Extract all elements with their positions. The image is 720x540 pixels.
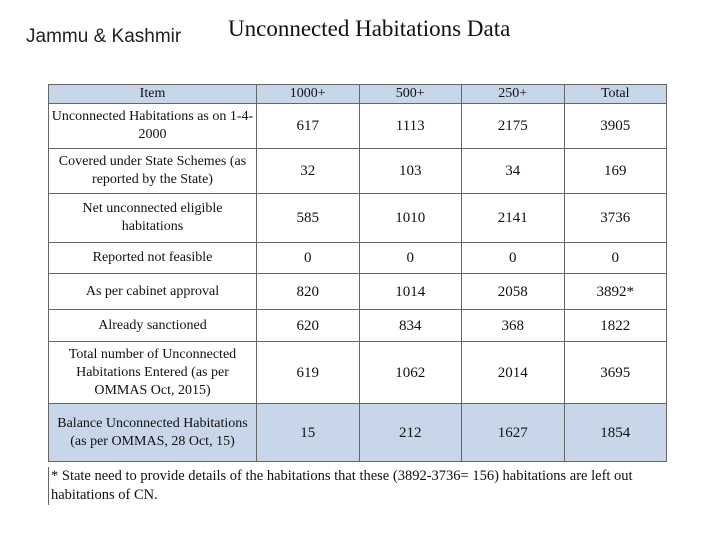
- cell-500: 1010: [359, 194, 462, 243]
- cell-total: 0: [564, 243, 667, 274]
- cell-500: 834: [359, 310, 462, 342]
- cell-250: 2141: [462, 194, 565, 243]
- table-header-row: [49, 85, 667, 104]
- cell-total: 3736: [564, 194, 667, 243]
- cell-250: 2014: [462, 342, 565, 404]
- table-row: [49, 104, 667, 149]
- column-header-1000: 1000+: [257, 85, 360, 104]
- footnote: * State need to provide details of the habitations that these (3892-3736= 156) habitations are left out habitations of CN.: [48, 467, 673, 505]
- cell-500: 1014: [359, 274, 462, 310]
- cell-1000: 15: [257, 404, 360, 462]
- state-name: Jammu & Kashmir: [26, 26, 182, 47]
- row-label: Net unconnected eligible habitations: [49, 194, 257, 243]
- cell-1000: 32: [257, 149, 360, 194]
- cell-250: 368: [462, 310, 565, 342]
- cell-total: 1854: [564, 404, 667, 462]
- cell-500: 1062: [359, 342, 462, 404]
- cell-1000: 820: [257, 274, 360, 310]
- row-label: Covered under State Schemes (as reported by the State): [49, 149, 257, 194]
- cell-total: 1822: [564, 310, 667, 342]
- row-label: Balance Unconnected Habitations (as per OMMAS, 28 Oct, 15): [49, 404, 257, 462]
- table-row: [49, 310, 667, 342]
- cell-1000: 585: [257, 194, 360, 243]
- row-label: Already sanctioned: [49, 310, 257, 342]
- table-row: [49, 274, 667, 310]
- cell-500: 0: [359, 243, 462, 274]
- column-header-500: 500+: [359, 85, 462, 104]
- cell-1000: 0: [257, 243, 360, 274]
- row-label: As per cabinet approval: [49, 274, 257, 310]
- cell-250: 2175: [462, 104, 565, 149]
- page-title: Unconnected Habitations Data: [228, 16, 511, 41]
- cell-250: 2058: [462, 274, 565, 310]
- row-label: Unconnected Habitations as on 1-4-2000: [49, 104, 257, 149]
- table-row: [49, 149, 667, 194]
- cell-500: 103: [359, 149, 462, 194]
- column-header-item: Item: [49, 85, 257, 104]
- cell-1000: 617: [257, 104, 360, 149]
- cell-250: 1627: [462, 404, 565, 462]
- table-row: [49, 194, 667, 243]
- cell-total: 3695: [564, 342, 667, 404]
- cell-total: 3892*: [564, 274, 667, 310]
- column-header-total: Total: [564, 85, 667, 104]
- habitations-table: [48, 84, 667, 462]
- row-label: Total number of Unconnected Habitations Entered (as per OMMAS Oct, 2015): [49, 342, 257, 404]
- cell-total: 169: [564, 149, 667, 194]
- cell-500: 212: [359, 404, 462, 462]
- cell-500: 1113: [359, 104, 462, 149]
- cell-1000: 620: [257, 310, 360, 342]
- table-row: [49, 342, 667, 404]
- cell-total: 3905: [564, 104, 667, 149]
- table-row-highlighted: [49, 404, 667, 462]
- cell-250: 34: [462, 149, 565, 194]
- cell-250: 0: [462, 243, 565, 274]
- table-row: [49, 243, 667, 274]
- cell-1000: 619: [257, 342, 360, 404]
- row-label: Reported not feasible: [49, 243, 257, 274]
- column-header-250: 250+: [462, 85, 565, 104]
